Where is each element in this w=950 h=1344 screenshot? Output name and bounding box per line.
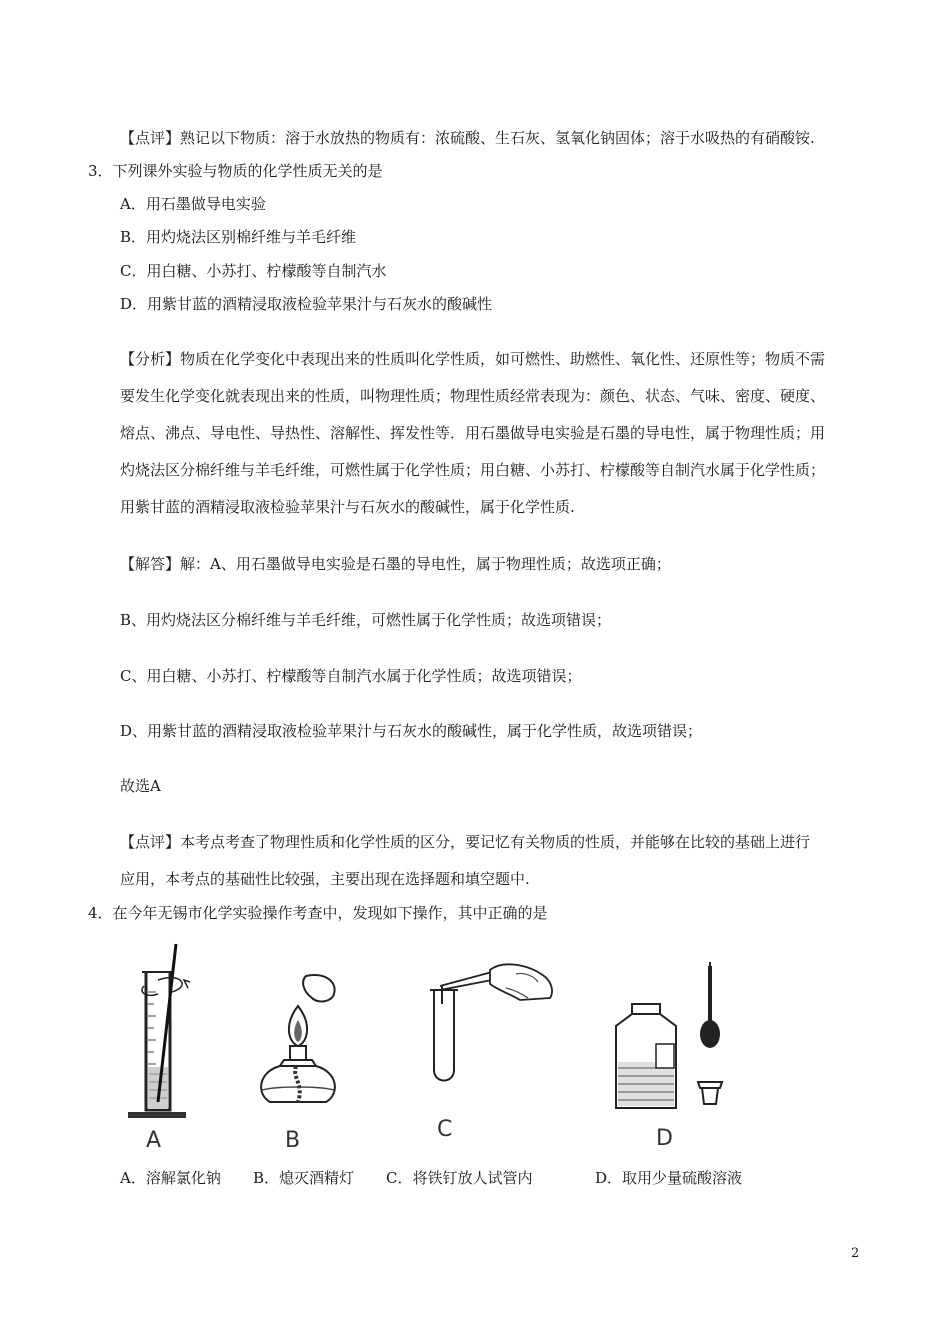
q3-analysis-line: 用紫甘蓝的酒精浸取液检验苹果汁与石灰水的酸碱性，属于化学性质. (120, 498, 575, 516)
q3-answer-line: B、用灼烧法区分棉纤维与羊毛纤维，可燃性属于化学性质；故选项错误； (120, 611, 612, 629)
figure-d-reagent-bottle (610, 962, 750, 1122)
q3-stem: 3．下列课外实验与物质的化学性质无关的是 (88, 162, 383, 180)
q3-option-d: D．用紫甘蓝的酒精浸取液检验苹果汁与石灰水的酸碱性 (120, 295, 493, 313)
q3-final-answer: 故选A (120, 777, 161, 795)
figure-b-alcohol-lamp (248, 962, 348, 1127)
q4-stem: 4．在今年无锡市化学实验操作考查中，发现如下操作，其中正确的是 (88, 904, 548, 922)
q4-option-c: C．将铁钉放人试管内 (386, 1169, 533, 1187)
q4-option-d: D．取用少量硫酸溶液 (595, 1169, 743, 1187)
q3-option-a: A．用石墨做导电实验 (120, 195, 266, 213)
q3-analysis-line: 熔点、沸点、导电性、导热性、溶解性、挥发性等．用石墨做导电实验是石墨的导电性，属于物理性质；用 (120, 424, 826, 442)
figure-a-label: A (146, 1128, 162, 1153)
q3-analysis-line: 灼烧法区分棉纤维与羊毛纤维，可燃性属于化学性质；用白糖、小苏打、柠檬酸等自制汽水属于化学性质； (120, 461, 826, 479)
q3-option-c: C．用白糖、小苏打、柠檬酸等自制汽水 (120, 262, 387, 280)
figure-c-test-tube (410, 960, 560, 1090)
q4-option-a: A．溶解氯化钠 (120, 1169, 221, 1187)
q2-comment: 【点评】熟记以下物质：溶于水放热的物质有：浓硫酸、生石灰、氢氧化钠固体；溶于水吸热的有硝酸铵. (120, 129, 815, 147)
q3-option-b: B．用灼烧法区别棉纤维与羊毛纤维 (120, 228, 357, 246)
q3-answer-line: 【解答】解：A、用石墨做导电实验是石墨的导电性，属于物理性质；故选项正确； (120, 555, 671, 573)
figure-c-label: C (437, 1117, 453, 1142)
q3-answer-line: D、用紫甘蓝的酒精浸取液检验苹果汁与石灰水的酸碱性，属于化学性质，故选项错误； (120, 722, 703, 740)
figure-a-graduated-cylinder (118, 942, 198, 1127)
q4-option-b: B．熄灭酒精灯 (253, 1169, 355, 1187)
q3-comment-line: 【点评】本考点考查了物理性质和化学性质的区分，要记忆有关物质的性质，并能够在比较的基础上进行 (120, 833, 811, 851)
figure-b-label: B (285, 1128, 301, 1153)
page-number: 2 (851, 1246, 860, 1261)
figure-d-label: D (656, 1126, 673, 1151)
q3-answer-line: C、用白糖、小苏打、柠檬酸等自制汽水属于化学性质；故选项错误； (120, 667, 582, 685)
q3-analysis-line: 【分析】物质在化学变化中表现出来的性质叫化学性质，如可燃性、助燃性、氧化性、还原性等；物质不需 (120, 350, 826, 368)
q3-comment-line: 应用，本考点的基础性比较强，主要出现在选择题和填空题中. (120, 870, 530, 888)
q3-analysis-line: 要发生化学变化就表现出来的性质，叫物理性质；物理性质经常表现为：颜色、状态、气味、密度、硬度、 (120, 387, 826, 405)
